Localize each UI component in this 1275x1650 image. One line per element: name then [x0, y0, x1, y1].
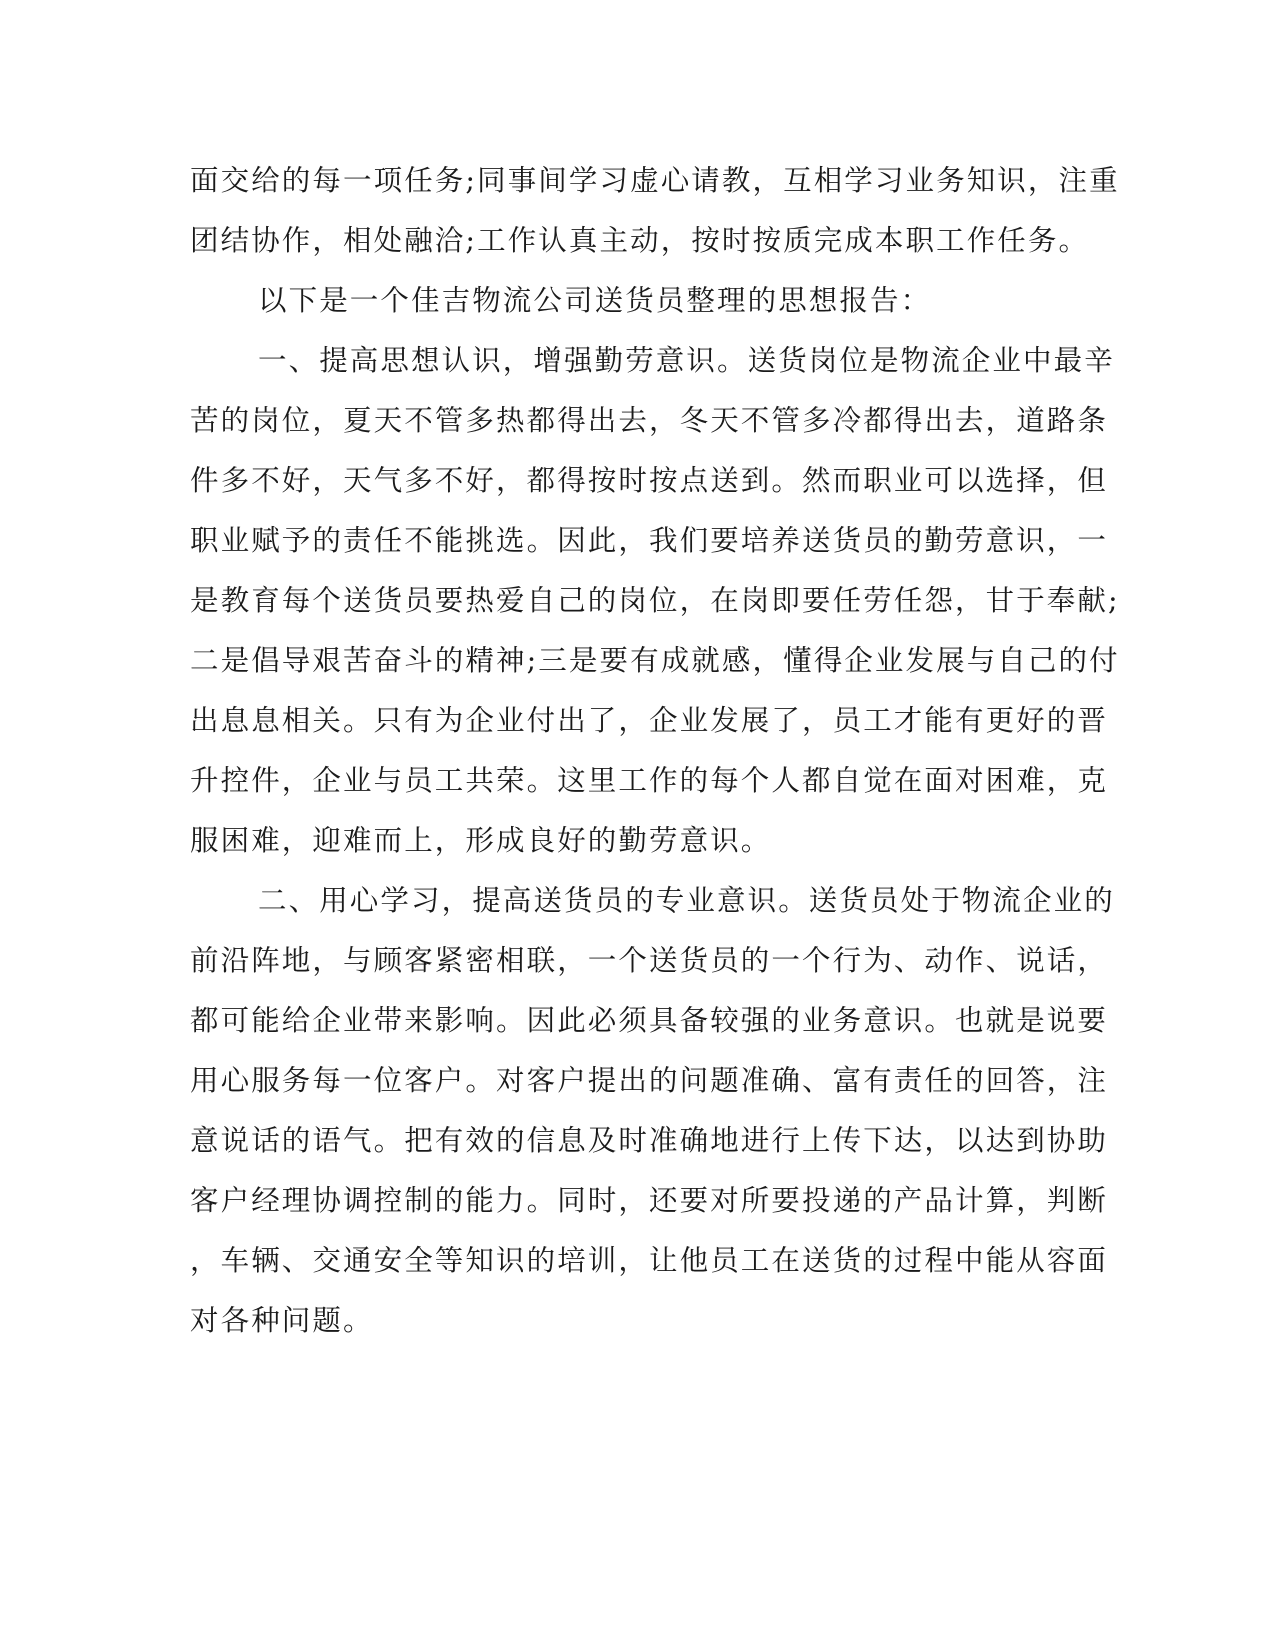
- text-line: 都可能给企业带来影响。因此必须具备较强的业务意识。也就是说要: [190, 1004, 1109, 1037]
- text-line: 二是倡导艰苦奋斗的精神;三是要有成就感，懂得企业发展与自己的付: [190, 644, 1120, 677]
- document-body: [190, 151, 1120, 1351]
- text-line: 服困难，迎难而上，形成良好的勤劳意识。: [190, 824, 772, 857]
- text-line: 意说话的语气。把有效的信息及时准确地进行上传下达，以达到协助: [190, 1124, 1109, 1157]
- text-line: 用心服务每一位客户。对客户提出的问题准确、富有责任的回答，注: [190, 1064, 1109, 1097]
- text-line: 客户经理协调控制的能力。同时，还要对所要投递的产品计算，判断: [190, 1184, 1109, 1217]
- text-line: 一、提高思想认识，增强勤劳意识。送货岗位是物流企业中最辛: [258, 344, 1115, 377]
- text-line: ，车辆、交通安全等知识的培训，让他员工在送货的过程中能从容面: [190, 1244, 1109, 1277]
- text-line: 升控件，企业与员工共荣。这里工作的每个人都自觉在面对困难，克: [190, 764, 1109, 797]
- text-line: 职业赋予的责任不能挑选。因此，我们要培养送货员的勤劳意识，一: [190, 524, 1109, 557]
- text-line: 出息息相关。只有为企业付出了，企业发展了，员工才能有更好的晋: [190, 704, 1109, 737]
- text-line: 前沿阵地，与顾客紧密相联，一个送货员的一个行为、动作、说话，: [190, 944, 1109, 977]
- text-line: 件多不好，天气多不好，都得按时按点送到。然而职业可以选择，但: [190, 464, 1109, 497]
- text-line: 以下是一个佳吉物流公司送货员整理的思想报告：: [258, 284, 932, 317]
- text-line: 苦的岗位，夏天不管多热都得出去，冬天不管多冷都得出去，道路条: [190, 404, 1109, 437]
- text-line: 对各种问题。: [190, 1304, 374, 1337]
- text-line: 是教育每个送货员要热爱自己的岗位，在岗即要任劳任怨，甘于奉献;: [190, 584, 1120, 617]
- text-line: 面交给的每一项任务;同事间学习虚心请教，互相学习业务知识，注重: [190, 164, 1120, 197]
- text-line: 二、用心学习，提高送货员的专业意识。送货员处于物流企业的: [258, 884, 1115, 917]
- text-line: 团结协作，相处融洽;工作认真主动，按时按质完成本职工作任务。: [190, 224, 1090, 257]
